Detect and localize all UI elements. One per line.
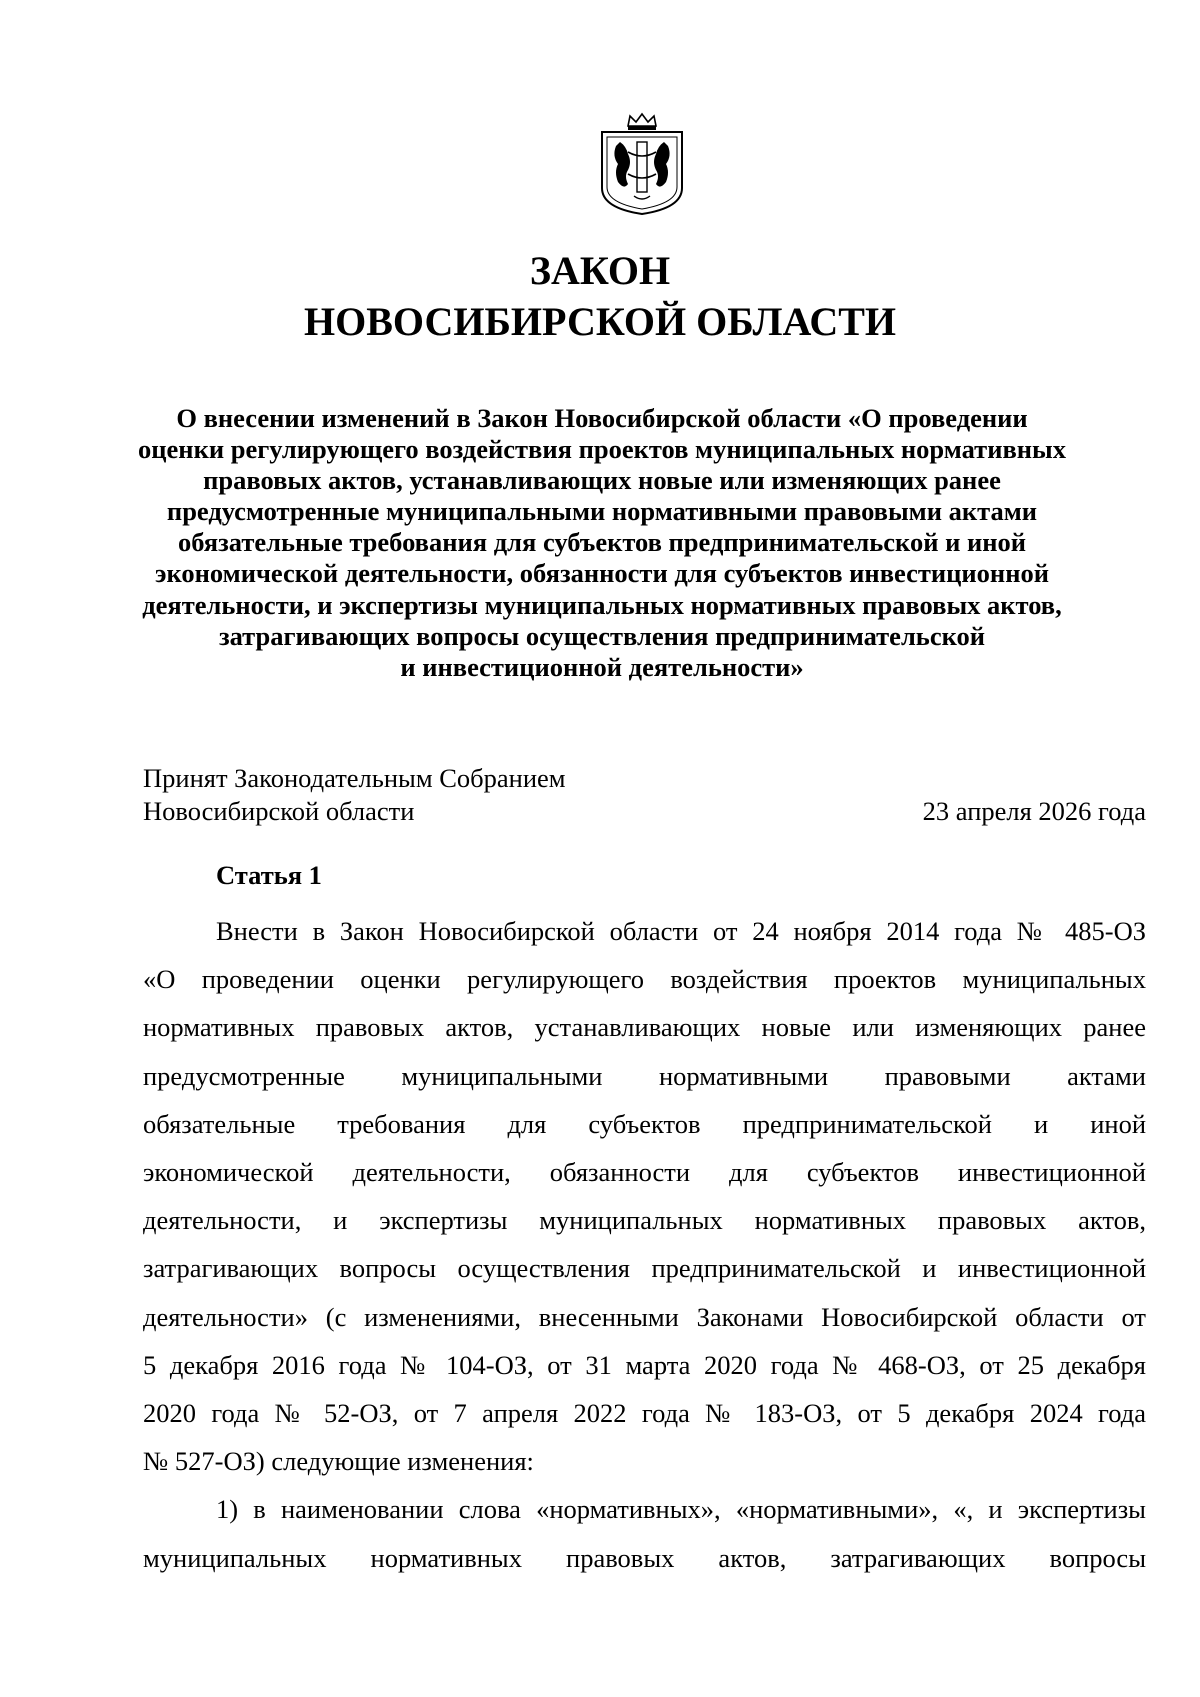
subject-line: обязательные требования для субъектов предпринимательской и иной: [177, 527, 1027, 558]
paragraph-line: № 527-ОЗ) следующие изменения:: [143, 1446, 534, 1477]
adoption-line2: Новосибирской области: [143, 796, 415, 826]
paragraph-line: деятельности, и экспертизы муниципальных нормативных правовых актов,: [143, 1205, 1146, 1236]
subject-line: деятельности, и экспертизы муниципальных нормативных правовых актов,: [142, 589, 1062, 620]
paragraph-line: затрагивающих вопросы осуществления предпринимательской и инвестиционной: [143, 1253, 1146, 1284]
law-title: [0, 245, 1200, 347]
subject-line: правовых актов, устанавливающих новые или изменяющих ранее: [203, 465, 1001, 496]
paragraph-line: деятельности» (с изменениями, внесенными Законами Новосибирской области от: [143, 1301, 1146, 1332]
paragraph-line: «О проведении оценки регулирующего воздействия проектов муниципальных: [143, 964, 1146, 995]
paragraph-line: нормативных правовых актов, устанавливающих новые или изменяющих ранее: [143, 1012, 1146, 1043]
subject-line: затрагивающих вопросы осуществления предпринимательской: [218, 620, 986, 651]
subject-line: О внесении изменений в Закон Новосибирской области «О проведении: [176, 403, 1028, 433]
subject-line: предусмотренные муниципальными нормативными правовыми актами: [166, 496, 1038, 527]
paragraph-line: муниципальных нормативных правовых актов, затрагивающих вопросы: [143, 1542, 1146, 1573]
adoption-statement: [143, 762, 566, 828]
paragraph-line: 5 декабря 2016 года № 104-ОЗ, от 31 марта 2020 года № 468-ОЗ, от 25 декабря: [143, 1349, 1146, 1380]
paragraph-line: 1) в наименовании слова «нормативных», «нормативными», «, и экспертизы: [216, 1494, 1146, 1525]
article-heading: Статья 1: [216, 860, 322, 890]
law-subject: [130, 403, 1074, 683]
subject-line: экономической деятельности, обязанности для субъектов инвестиционной: [155, 558, 1049, 589]
paragraph-line: 2020 года № 52-ОЗ, от 7 апреля 2022 года № 183-ОЗ, от 5 декабря 2024 года: [143, 1398, 1146, 1429]
subject-line: оценки регулирующего воздействия проектов муниципальных нормативных: [138, 434, 1066, 465]
paragraph-line: обязательные требования для субъектов предпринимательской и иной: [143, 1108, 1146, 1139]
adoption-line1: Принят Законодательным Собранием: [143, 763, 566, 793]
coat-of-arms-icon: [598, 112, 686, 216]
subject-line: и инвестиционной деятельности»: [400, 651, 804, 682]
article-body: [143, 907, 1146, 1582]
adoption-date: 23 апреля 2026 года: [922, 796, 1146, 826]
paragraph-line: Внести в Закон Новосибирской области от 24 ноября 2014 года № 485-ОЗ: [216, 916, 1146, 946]
paragraph-line: предусмотренные муниципальными нормативными правовыми актами: [143, 1060, 1146, 1091]
law-title-line2: НОВОСИБИРСКОЙ ОБЛАСТИ: [303, 299, 897, 344]
paragraph-line: экономической деятельности, обязанности для субъектов инвестиционной: [143, 1157, 1146, 1188]
law-title-line1: ЗАКОН: [529, 248, 671, 293]
